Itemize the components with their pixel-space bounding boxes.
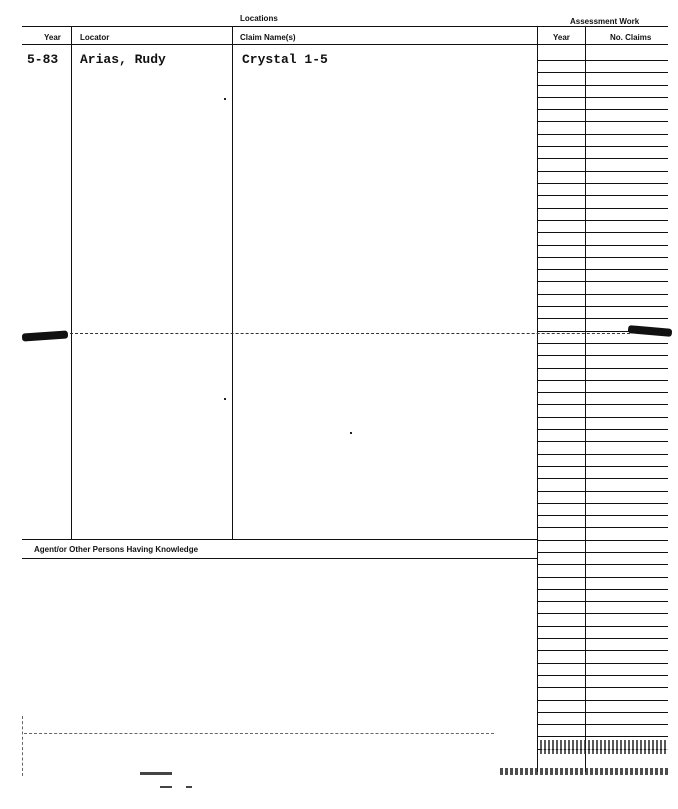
bottom-stamp-mark: [140, 772, 172, 775]
ledger-rule: [537, 380, 668, 381]
ledger-rule: [537, 429, 668, 430]
ledger-rule: [537, 638, 668, 639]
ledger-rule: [537, 675, 668, 676]
bottom-dash-mark: [160, 786, 172, 788]
agent-heading: Agent/or Other Persons Having Knowledge: [34, 545, 199, 554]
ledger-rule: [537, 441, 668, 442]
claim-names-column-header: Claim Name(s): [240, 33, 296, 42]
ledger-rule: [537, 577, 668, 578]
header-top-rule: [22, 26, 668, 27]
ledger-rule: [537, 540, 668, 541]
ledger-rule: [537, 503, 668, 504]
ledger-rule: [537, 72, 668, 73]
assess-year-claims-divider: [585, 27, 586, 772]
ledger-rule: [537, 208, 668, 209]
ledger-rule: [537, 109, 668, 110]
record-locator: Arias, Rudy: [80, 52, 166, 67]
ledger-rule: [537, 552, 668, 553]
ledger-rule: [537, 134, 668, 135]
bottom-dot-mark: [186, 786, 192, 788]
ledger-rule: [537, 306, 668, 307]
ledger-rule: [537, 257, 668, 258]
ledger-rule: [537, 466, 668, 467]
ledger-rule: [537, 146, 668, 147]
ledger-rule: [537, 97, 668, 98]
ledger-rule: [537, 712, 668, 713]
year-column-header: Year: [44, 33, 61, 42]
assessment-year-column-header: Year: [553, 33, 570, 42]
ledger-rule: [537, 245, 668, 246]
claims-assessment-divider: [537, 27, 538, 772]
ledger-rule: [537, 724, 668, 725]
ledger-rule: [537, 60, 668, 61]
header-bottom-rule: [22, 44, 668, 45]
ledger-rule: [537, 515, 668, 516]
ledger-rule: [537, 281, 668, 282]
ledger-rule: [537, 454, 668, 455]
record-year: 5-83: [27, 52, 59, 67]
locations-heading: Locations: [240, 14, 278, 23]
ledger-rule: [537, 626, 668, 627]
year-locator-divider: [71, 27, 72, 539]
ledger-rule: [537, 294, 668, 295]
scan-noise-strip: [500, 768, 668, 775]
locator-column-header: Locator: [80, 33, 110, 42]
agent-bottom-rule: [22, 558, 537, 559]
bottom-fold-line: [24, 733, 494, 734]
ledger-rule: [537, 158, 668, 159]
locator-claims-divider: [232, 27, 233, 539]
stray-dot: [224, 398, 226, 400]
stray-dot: [350, 432, 352, 434]
ledger-rule: [537, 269, 668, 270]
ledger-rule: [537, 491, 668, 492]
ledger-rule: [537, 85, 668, 86]
scan-noise-block: [540, 740, 668, 754]
left-margin-mark: [22, 716, 23, 776]
ledger-rule: [537, 663, 668, 664]
ledger-rule: [537, 220, 668, 221]
ledger-rule: [537, 417, 668, 418]
agent-top-rule: [22, 539, 537, 540]
fold-line: [70, 333, 630, 334]
record-claim-names: Crystal 1-5: [242, 52, 328, 67]
ledger-rule: [537, 368, 668, 369]
ledger-rule: [537, 613, 668, 614]
ledger-rule: [537, 355, 668, 356]
ledger-rule: [537, 343, 668, 344]
no-claims-column-header: No. Claims: [610, 33, 652, 42]
ledger-rule: [537, 183, 668, 184]
ledger-rule: [537, 404, 668, 405]
ledger-rule: [537, 121, 668, 122]
ledger-rule: [537, 232, 668, 233]
ledger-rule: [537, 171, 668, 172]
right-ink-smudge: [628, 325, 673, 337]
ledger-rule: [537, 700, 668, 701]
ledger-rule: [537, 478, 668, 479]
stray-dot: [224, 98, 226, 100]
ledger-rule: [537, 687, 668, 688]
ledger-rule: [537, 392, 668, 393]
ledger-rule: [537, 527, 668, 528]
ledger-rule: [537, 564, 668, 565]
ledger-rule: [537, 195, 668, 196]
ledger-rule: [537, 736, 668, 737]
ledger-rule: [537, 589, 668, 590]
ledger-rule: [537, 650, 668, 651]
ledger-rule: [537, 318, 668, 319]
assessment-work-heading: Assessment Work: [570, 17, 640, 26]
ledger-rule: [537, 601, 668, 602]
left-ink-smudge: [22, 330, 68, 341]
